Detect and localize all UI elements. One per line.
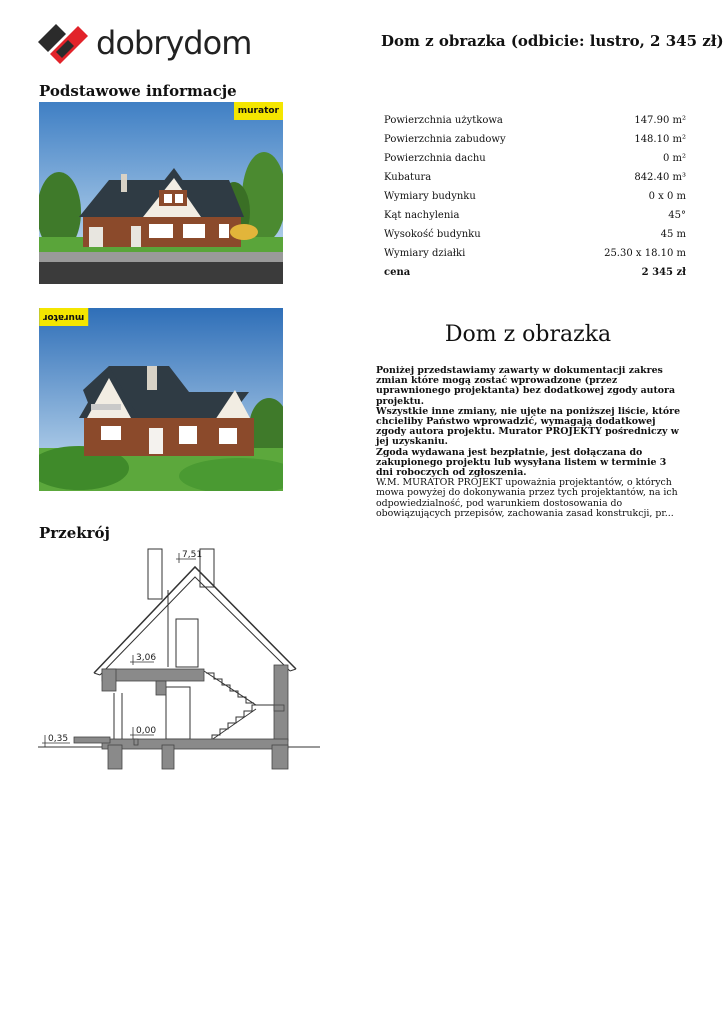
logo-text: dobrydom	[96, 24, 252, 62]
table-row	[382, 149, 688, 168]
project-description	[376, 366, 686, 519]
table-row	[382, 225, 688, 244]
description-paragraph: Poniżej przedstawiamy zawarty w dokumentacji zakres zmian które mogą zostać wprowadzone (przez uprawnionego projektanta) bez dodatkowej zgody autora projektu.	[376, 365, 676, 407]
cross-section-heading: Przekrój	[39, 524, 110, 542]
table-row	[382, 187, 688, 206]
price-row	[382, 263, 688, 282]
table-row	[382, 206, 688, 225]
logo[interactable]	[36, 22, 252, 64]
info-label: Wysokość budynku	[384, 229, 481, 240]
info-value: 45°	[668, 210, 686, 221]
info-label: Wymiary działki	[384, 248, 466, 259]
level-label: 7,51	[182, 550, 203, 560]
page-title: Dom z obrazka (odbicie: lustro, 2 345 zł)	[381, 32, 724, 50]
info-value: 148.10 m²	[634, 134, 686, 145]
house-photo-back	[39, 308, 283, 491]
description-paragraph: Zgoda wydawana jest bezpłatnie, jest dołączana do zakupionego projektu lub wysyłana listem w terminie 3 dni roboczych od zgłoszenia.	[376, 446, 667, 479]
info-label: Kąt nachylenia	[384, 210, 460, 221]
level-label: 0,35	[48, 734, 69, 744]
info-value: 45 m	[660, 229, 686, 240]
basic-info-heading: Podstawowe informacje	[39, 82, 237, 100]
info-value: 0 x 0 m	[648, 191, 686, 202]
info-label: Powierzchnia zabudowy	[384, 134, 506, 145]
project-name: Dom z obrazka	[444, 322, 612, 347]
level-label: 3,06	[136, 653, 157, 663]
info-value: 842.40 m³	[634, 172, 686, 183]
table-row	[382, 168, 688, 187]
info-value: 147.90 m²	[634, 115, 686, 126]
info-label: Kubatura	[384, 172, 432, 183]
logo-mark-icon	[36, 22, 92, 64]
cross-section-drawing	[38, 545, 320, 771]
info-label: Powierzchnia użytkowa	[384, 115, 503, 126]
murator-badge: murator	[234, 102, 283, 120]
murator-badge-mirrored: murator	[39, 308, 88, 326]
info-value: 0 m²	[662, 153, 686, 164]
description-paragraph: W.M. MURATOR PROJEKT upoważnia projektantów, o których mowa powyżej do dokonywania przez tych projektantów, na ich odpowiedzialność, pod warunkiem dostosowania do obowiązujących przepisów, zachowania zasad konstrukcji, pr...	[376, 477, 678, 519]
price-value: 2 345 zł	[641, 267, 686, 278]
table-row	[382, 244, 688, 263]
table-row	[382, 130, 688, 149]
info-value: 25.30 x 18.10 m	[604, 248, 686, 259]
house-photo-front	[39, 102, 283, 284]
info-table	[382, 111, 688, 282]
description-paragraph: Wszystkie inne zmiany, nie ujęte na poniższej liście, które chcieliby Państwo wprowadzić, wymagają dodatkowej zgody autora projektu. Murator PROJEKTY pośredniczy w jej uzyskaniu.	[376, 405, 681, 448]
info-label: Wymiary budynku	[384, 191, 476, 202]
price-label: cena	[384, 267, 411, 278]
level-label: 0,00	[136, 726, 157, 736]
table-row	[382, 111, 688, 130]
info-label: Powierzchnia dachu	[384, 153, 486, 164]
